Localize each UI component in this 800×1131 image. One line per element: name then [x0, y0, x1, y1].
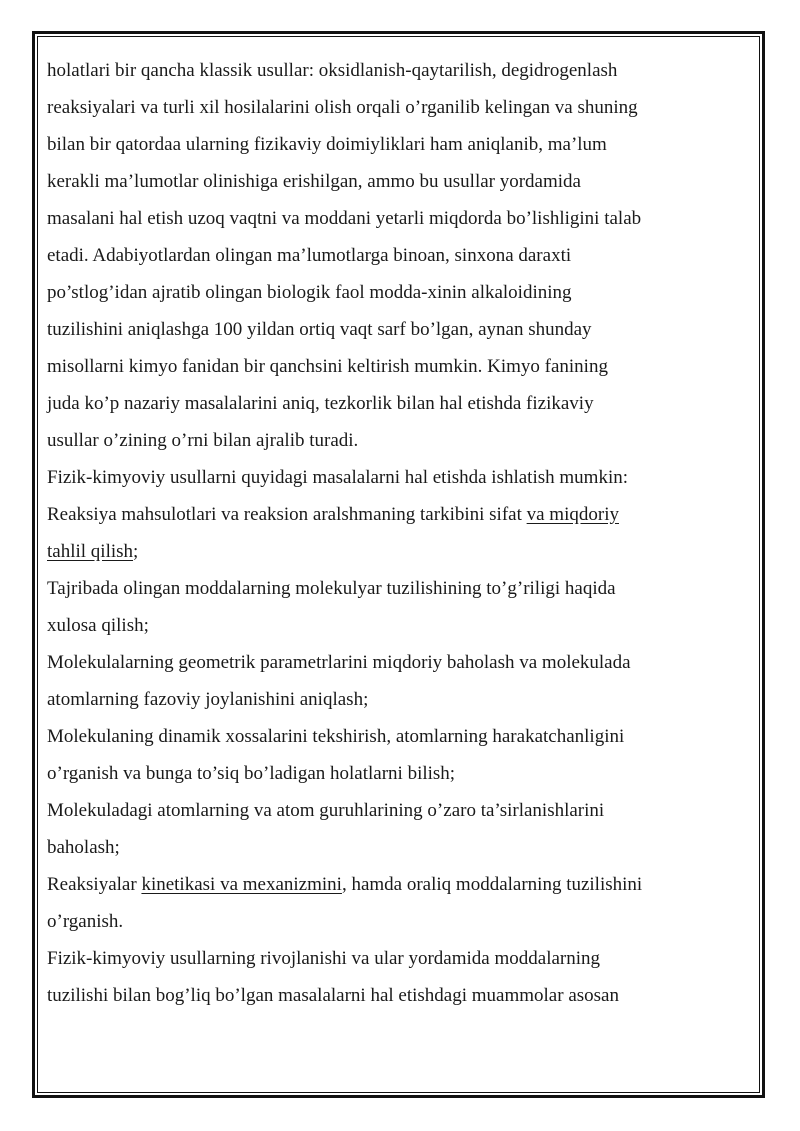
text-line: tuzilishini aniqlashga 100 yildan ortiq vaqt sarf bo’lgan, aynan shunday [47, 319, 592, 340]
text-line: juda ko’p nazariy masalalarini aniq, tezkorlik bilan hal etishda fizikaviy [47, 393, 594, 414]
text-line: Molekuladagi atomlarning va atom guruhlarining o’zaro ta’sirlanishlarini [47, 800, 605, 821]
text-line: masalani hal etish uzoq vaqtni va moddani yetarli miqdorda bo’lishligini talab [47, 208, 642, 229]
text-line: atomlarning fazoviy joylanishini aniqlash; [47, 689, 369, 710]
text-line: kerakli ma’lumotlar olinishiga erishilgan, ammo bu usullar yordamida [47, 171, 581, 192]
text-line: xulosa qilish; [47, 615, 149, 636]
text-line: Fizik-kimyoviy usullarning rivojlanishi va ular yordamida moddalarning [47, 948, 601, 969]
text-segment: Reaksiya mahsulotlari va reaksion aralshmaning tarkibini sifat [47, 504, 527, 525]
document-body [47, 52, 752, 1014]
text-line [47, 496, 752, 533]
underlined-link[interactable]: va miqdoriy [526, 504, 619, 525]
text-line: Molekulaning dinamik xossalarini tekshirish, atomlarning harakatchanligini [47, 726, 625, 747]
text-line: tuzilishi bilan bog’liq bo’lgan masalalarni hal etishdagi muammolar asosan [47, 985, 619, 1006]
text-segment: ; [133, 541, 139, 562]
text-segment: Reaksiyalar [47, 874, 142, 895]
text-line: Tajribada olingan moddalarning molekulyar tuzilishining to’g’riligi haqida [47, 578, 616, 599]
text-line: baholash; [47, 837, 120, 858]
underlined-link[interactable]: tahlil qilish [47, 541, 134, 562]
text-line: holatlari bir qancha klassik usullar: oksidlanish-qaytarilish, degidrogenlash [47, 60, 618, 81]
text-line: bilan bir qatordaa ularning fizikaviy doimiyliklari ham aniqlanib, ma’lum [47, 134, 607, 155]
text-line: reaksiyalari va turli xil hosilalarini olish orqali o’rganilib kelingan va shuning [47, 97, 638, 118]
text-line [47, 866, 752, 903]
text-line: o’rganish va bunga to’siq bo’ladigan holatlarni bilish; [47, 763, 456, 784]
text-line: Fizik-kimyoviy usullarni quyidagi masalalarni hal etishda ishlatish mumkin: [47, 467, 629, 488]
text-line: Molekulalarning geometrik parametrlarini miqdoriy baholash va molekulada [47, 652, 631, 673]
text-line: o’rganish. [47, 911, 124, 932]
text-line: etadi. Adabiyotlardan olingan ma’lumotlarga binoan, sinxona daraxti [47, 245, 572, 266]
underlined-link[interactable]: kinetikasi va mexanizmini [141, 874, 342, 895]
text-segment: , hamda oraliq moddalarning tuzilishini [341, 874, 643, 895]
text-line: usullar o’zining o’rni bilan ajralib turadi. [47, 430, 359, 451]
text-line: po’stlog’idan ajratib olingan biologik faol modda-xinin alkaloidining [47, 282, 572, 303]
text-line [47, 533, 752, 570]
text-line: misollarni kimyo fanidan bir qanchsini keltirish mumkin. Kimyo fanining [47, 356, 608, 377]
